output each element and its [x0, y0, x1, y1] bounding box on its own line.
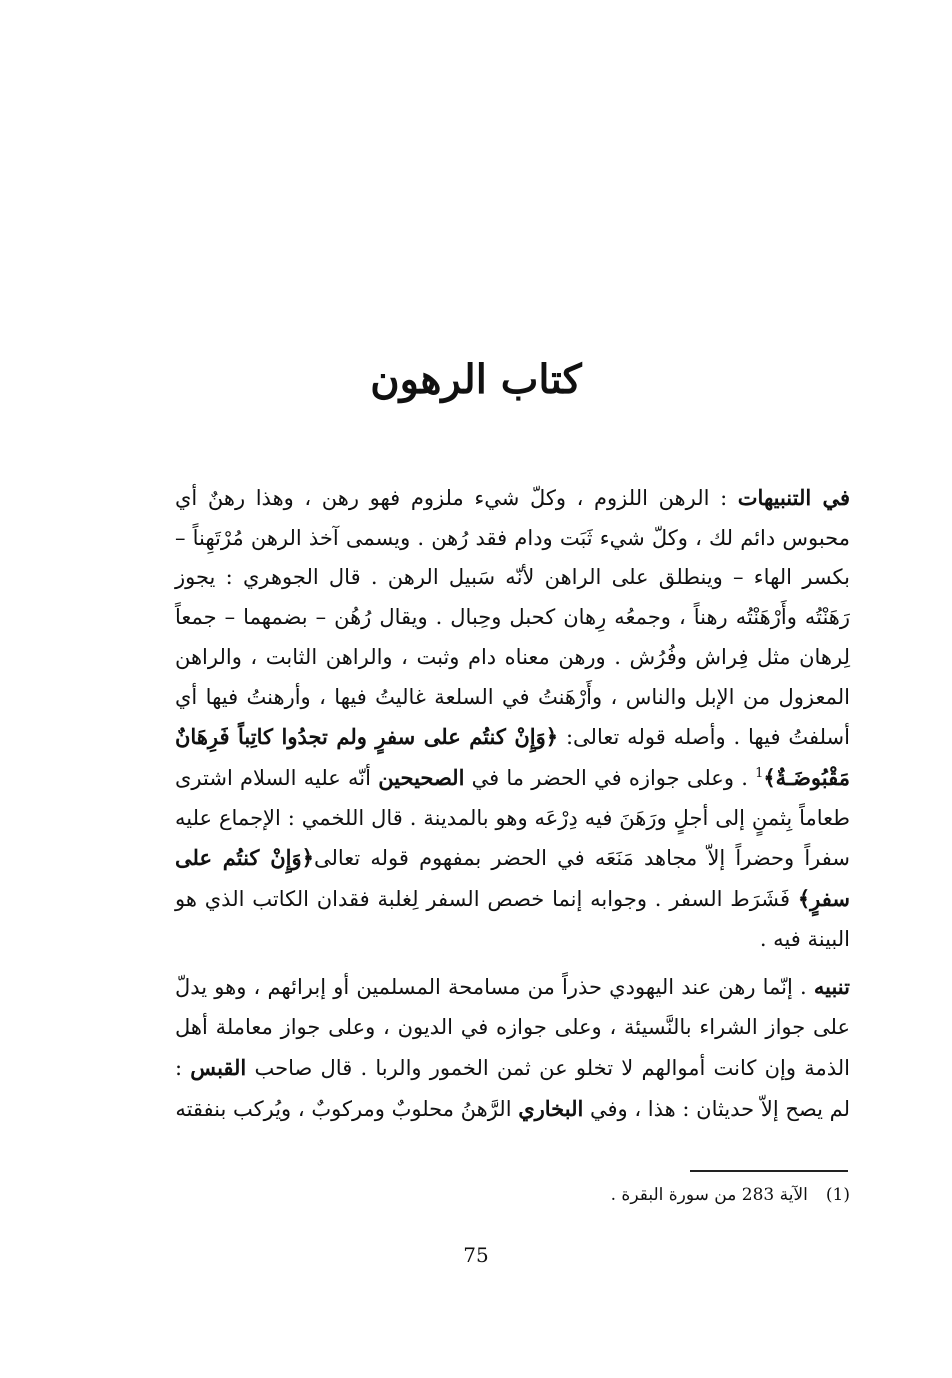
paragraph-1-lead: في التنبيهات: [737, 485, 851, 510]
paragraph-1-text-3: أنّه عليه السلام اشترى طعاماً بِثمنٍ إلى أجلٍ ورَهَنَ فيه دِرْعَه وهو بالمدينة . قال اللخمي : الإجماع عليه سفراً وحضراً إلاّ مجاهد مَنَعَه في الحضر بمفهوم قوله تعالى: [175, 765, 850, 871]
paragraph-2-text-2: : لم يصح إلاّ حديثان : هذا ، وفي: [175, 1055, 850, 1121]
footnote-divider: [690, 1170, 848, 1172]
paragraph-2-text-3: الرَّهنُ محلوبٌ ومركوبٌ ، ويُركب بنفقته: [175, 1096, 519, 1121]
footnote-number: (1): [825, 1185, 850, 1205]
sahihain-reference: الصحيحين: [378, 764, 465, 790]
paragraph-2: [175, 967, 850, 1129]
paragraph-1: [175, 478, 850, 959]
footnote-text: الآية 283 من سورة البقرة .: [610, 1185, 808, 1205]
quran-quote-2: ﴿وَإِنْ كنتُم على سفرٍ﴾: [175, 845, 850, 912]
paragraph-2-lead: تنبيه: [813, 974, 850, 1000]
quran-quote-1: ﴿وَإِنْ كنتُم على سفرٍ ولم تجدُوا كاتِباً فَرِهَانٌ مَقْبُوضَـةٌ﴾: [175, 724, 850, 790]
paragraph-1-text-2: . وعلى جوازه في الحضر ما في: [464, 765, 756, 790]
footnote-reference: 1: [755, 765, 764, 781]
paragraph-1-text-1: : الرهن اللزوم ، وكلّ شيء ملزوم فهو رهن ، وهذا رهنٌ أي محبوس دائم لك ، وكلّ شيء ثَبَت ودام فقد رُهن . ويسمى آخذ الرهن مُرْتَهِناً –بكسر الهاء – وينطلق على الراهن لأنّه سَبيل الرهن . قال الجوهري : يجوز رَهَنْتُه وأَرْهَنْتُه رهناً ، وجمعُه رِهان كحبل وحِبال . ويقال رُهُن – بضمهما – جمعاً لِرهان مثل فِراش وفُرُش . ورهن معناه دام وثبت ، والراهن الثابت ، والراهن المعزول من الإبل والناس ، وأَرْهَنتُ في السلعة غاليتُ فيها ، وأرهنتُ فيها أي أسلفتُ فيها . وأصله قوله تعالى:: [175, 486, 850, 750]
page-number: 75: [463, 1243, 489, 1267]
body-text: [175, 478, 850, 1129]
qabas-reference: القبس: [190, 1054, 247, 1080]
paragraph-1-text-4: فَشَرَط السفر . وجوابه إنما خصص السفر لِغلبة فقدان الكاتب الذي هو البينة فيه .: [175, 887, 850, 951]
bukhari-reference: البخاري: [518, 1095, 584, 1121]
chapter-title: كتاب الرهون: [370, 356, 582, 403]
paragraph-2-text-1: . إنّما رهن عند اليهودي حذراً من مسامحة المسلمين أو إبرائهم ، وهو يدلّ على جواز الشراء بالنَّسيئة ، وعلى جوازه في الديون ، وعلى جواز معاملة أهل الذمة وإن كانت أموالهم لا تخلو عن ثمن الخمور والربا . قال صاحب: [175, 975, 850, 1080]
footnote: [175, 1180, 850, 1210]
